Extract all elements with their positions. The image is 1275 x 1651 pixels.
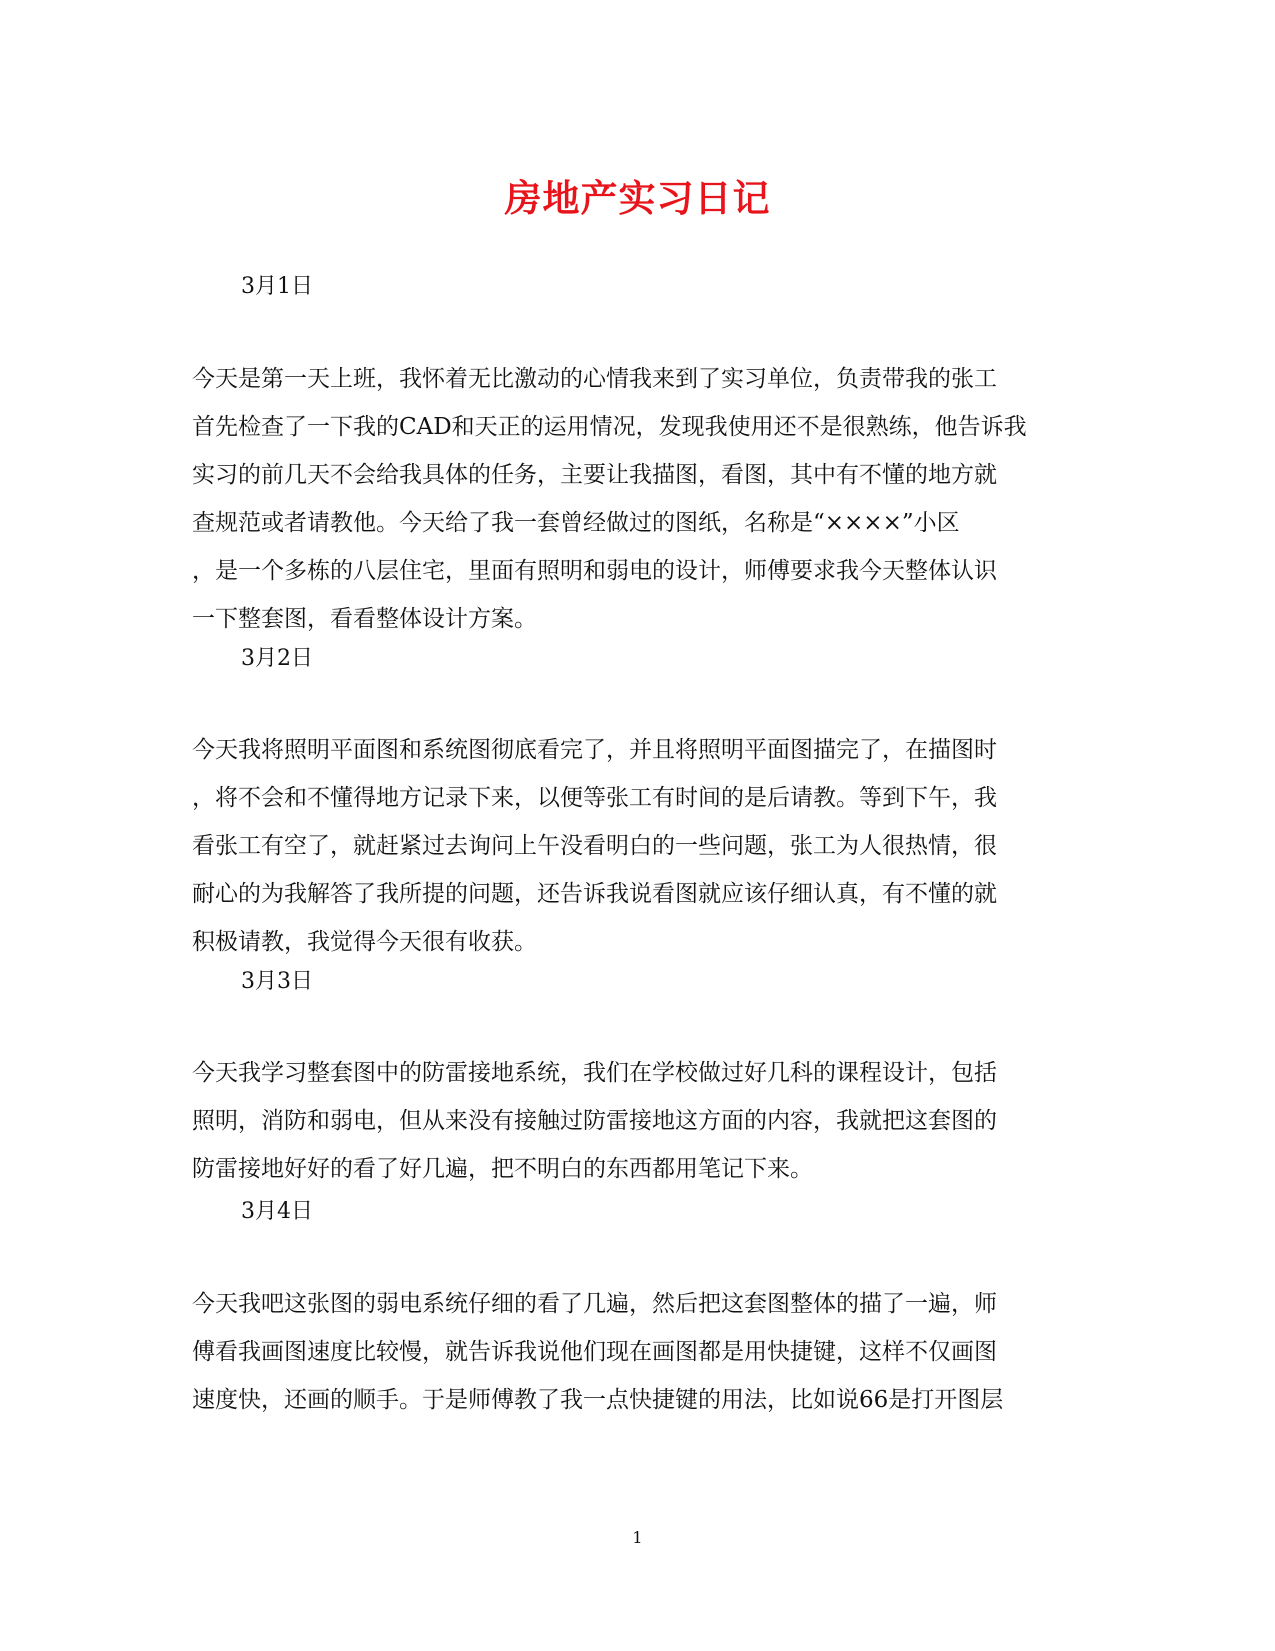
paragraph-line: 一下整套图，看看整体设计方案。 <box>192 606 537 632</box>
paragraph-line: 耐心的为我解答了我所提的问题，还告诉我说看图就应该仔细认真，有不懂的就 <box>192 881 997 907</box>
entry-paragraph <box>192 1049 1092 1193</box>
paragraph-line: 首先检查了一下我的CAD和天正的运用情况，发现我使用还不是很熟练，他告诉我 <box>192 414 1027 440</box>
entry-date: 3月1日 <box>241 274 313 299</box>
paragraph-line: 今天我将照明平面图和系统图彻底看完了，并且将照明平面图描完了，在描图时 <box>192 737 997 763</box>
paragraph-line: 看张工有空了，就赶紧过去询问上午没看明白的一些问题，张工为人很热情，很 <box>192 833 997 859</box>
paragraph-line: 查规范或者请教他。今天给了我一套曾经做过的图纸，名称是“××××”小区 <box>192 510 960 536</box>
paragraph-line: 积极请教，我觉得今天很有收获。 <box>192 929 537 955</box>
entry-paragraph <box>192 1280 1092 1424</box>
paragraph-line: ，将不会和不懂得地方记录下来，以便等张工有时间的是后请教。等到下午，我 <box>192 785 997 811</box>
paragraph-line: 今天我吧这张图的弱电系统仔细的看了几遍，然后把这套图整体的描了一遍，师 <box>192 1291 997 1317</box>
paragraph-line: 今天我学习整套图中的防雷接地系统，我们在学校做过好几科的课程设计，包括 <box>192 1060 997 1086</box>
paragraph-line: 防雷接地好好的看了好几遍，把不明白的东西都用笔记下来。 <box>192 1156 813 1182</box>
paragraph-line: 速度快，还画的顺手。于是师傅教了我一点快捷键的用法，比如说66是打开图层 <box>192 1387 1004 1413</box>
paragraph-line: 今天是第一天上班，我怀着无比激动的心情我来到了实习单位，负责带我的张工 <box>192 366 997 392</box>
entry-paragraph <box>192 726 1092 966</box>
entry-date: 3月2日 <box>241 646 313 671</box>
paragraph-line: 照明，消防和弱电，但从来没有接触过防雷接地这方面的内容，我就把这套图的 <box>192 1108 997 1134</box>
page-number: 1 <box>632 1528 643 1547</box>
document-title: 房地产实习日记 <box>504 176 771 220</box>
paragraph-line: 傅看我画图速度比较慢，就告诉我说他们现在画图都是用快捷键，这样不仅画图 <box>192 1339 997 1365</box>
paragraph-line: 实习的前几天不会给我具体的任务，主要让我描图，看图，其中有不懂的地方就 <box>192 462 997 488</box>
entry-paragraph <box>192 355 1092 643</box>
entry-date: 3月4日 <box>241 1199 313 1224</box>
paragraph-line: ，是一个多栋的八层住宅，里面有照明和弱电的设计，师傅要求我今天整体认识 <box>192 558 997 584</box>
entry-date: 3月3日 <box>241 969 313 994</box>
